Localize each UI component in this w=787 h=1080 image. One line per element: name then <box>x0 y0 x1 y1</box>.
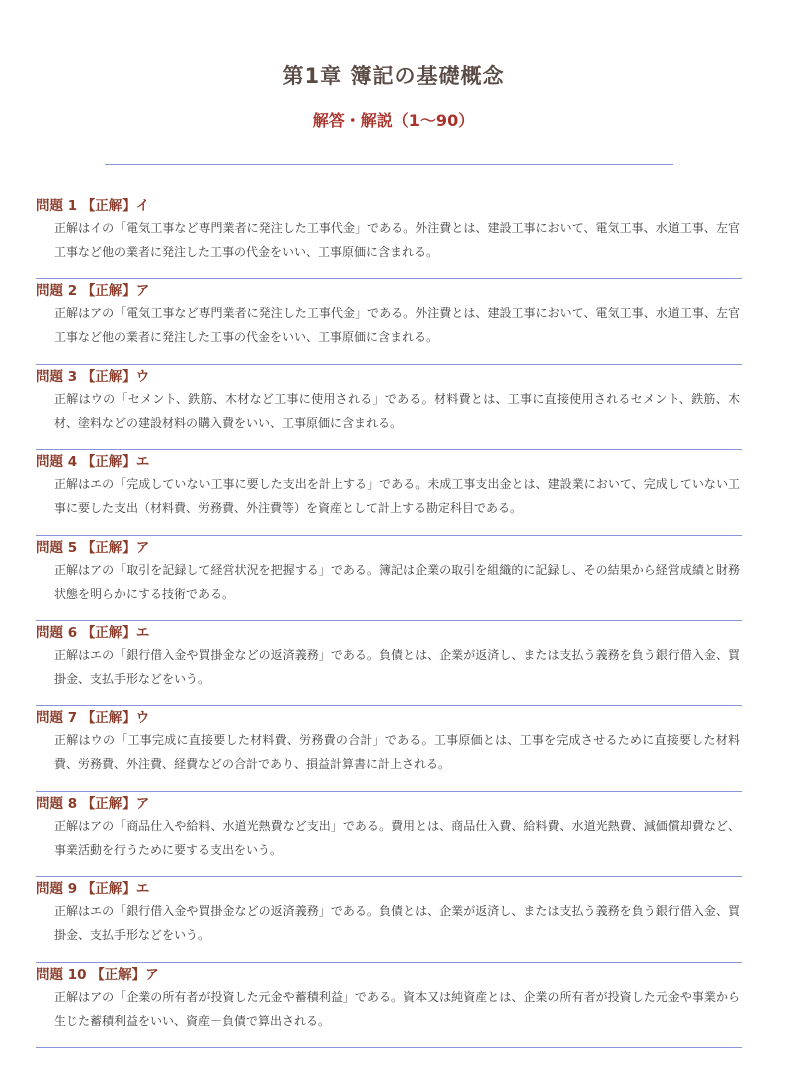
page-title: 第1章 簿記の基礎概念 <box>282 64 505 88</box>
question-explanation: 正解はイの「電気工事など専門業者に発注した工事代金」である。外注費とは、建設工事において、電気工事、水道工事、左官工事など他の業者に発注した工事の代金をいい、工事原価に含まれる。 <box>54 221 740 259</box>
question-item-8 <box>36 792 742 877</box>
header-divider <box>105 164 673 165</box>
question-heading: 問題 6 【正解】エ <box>36 624 150 641</box>
page-subtitle: 解答・解説（1～90） <box>312 111 475 130</box>
question-heading: 問題 1 【正解】イ <box>36 198 150 214</box>
question-explanation: 正解はアの「電気工事など専門業者に発注した工事代金」である。外注費とは、建設工事において、電気工事、水道工事、左官工事など他の業者に発注した工事の代金をいい、工事原価に含まれる。 <box>54 306 740 345</box>
question-explanation: 正解はアの「企業の所有者が投資した元金や蓄積利益」である。資本又は純資産とは、企業の所有者が投資した元金や事業から生じた蓄積利益をいい、資産－負債で算出される。 <box>54 989 740 1028</box>
question-explanation: 正解はエの「銀行借入金や買掛金などの返済義務」である。負債とは、企業が返済し、または支払う義務を負う銀行借入金、買掛金、支払手形などをいう。 <box>54 904 740 943</box>
question-list <box>36 194 742 1048</box>
question-item-5 <box>36 536 742 621</box>
question-explanation: 正解はエの「銀行借入金や買掛金などの返済義務」である。負債とは、企業が返済し、または支払う義務を負う銀行借入金、買掛金、支払手形などをいう。 <box>54 647 740 686</box>
question-item-9 <box>36 877 742 962</box>
question-heading: 問題 2 【正解】ア <box>36 283 150 300</box>
question-item-7 <box>36 706 742 791</box>
question-explanation: 正解はウの「工事完成に直接要した材料費、労務費の合計」である。工事原価とは、工事を完成させるために直接要した材料費、労務費、外注費、経費などの合計であり、損益計算書に計上される。 <box>54 733 740 772</box>
question-heading: 問題 8 【正解】ア <box>36 795 150 812</box>
question-item-10 <box>36 963 742 1048</box>
question-heading: 問題 5 【正解】ア <box>36 539 150 556</box>
question-heading: 問題 10 【正解】ア <box>36 966 159 983</box>
question-item-1 <box>36 194 742 279</box>
question-item-4 <box>36 450 742 535</box>
question-heading: 問題 7 【正解】ウ <box>36 710 150 727</box>
question-heading: 問題 9 【正解】エ <box>36 881 150 898</box>
question-explanation: 正解はエの「完成していない工事に要した支出を計上する」である。未成工事支出金とは、建設業において、完成していない工事に要した支出（材料費、労務費、外注費等）を資産として計上する勘定科目である。 <box>54 477 740 516</box>
question-item-6 <box>36 621 742 706</box>
question-heading: 問題 4 【正解】エ <box>36 454 150 471</box>
question-explanation: 正解はアの「取引を記録して経営状況を把握する」である。簿記は企業の取引を組織的に記録し、その結果から経営成績と財務状態を明らかにする技術である。 <box>54 562 740 601</box>
question-heading: 問題 3 【正解】ウ <box>36 368 150 385</box>
question-item-3 <box>36 365 742 450</box>
question-explanation: 正解はアの「商品仕入や給料、水道光熱費など支出」である。費用とは、商品仕入費、給料費、水道光熱費、減価償却費など、事業活動を行うために要する支出をいう。 <box>54 818 740 857</box>
question-explanation: 正解はウの「セメント、鉄筋、木材など工事に使用される」である。材料費とは、工事に直接使用されるセメント、鉄筋、木材、塗料などの建設材料の購入費をいい、工事原価に含まれる。 <box>54 391 740 430</box>
question-item-2 <box>36 279 742 364</box>
